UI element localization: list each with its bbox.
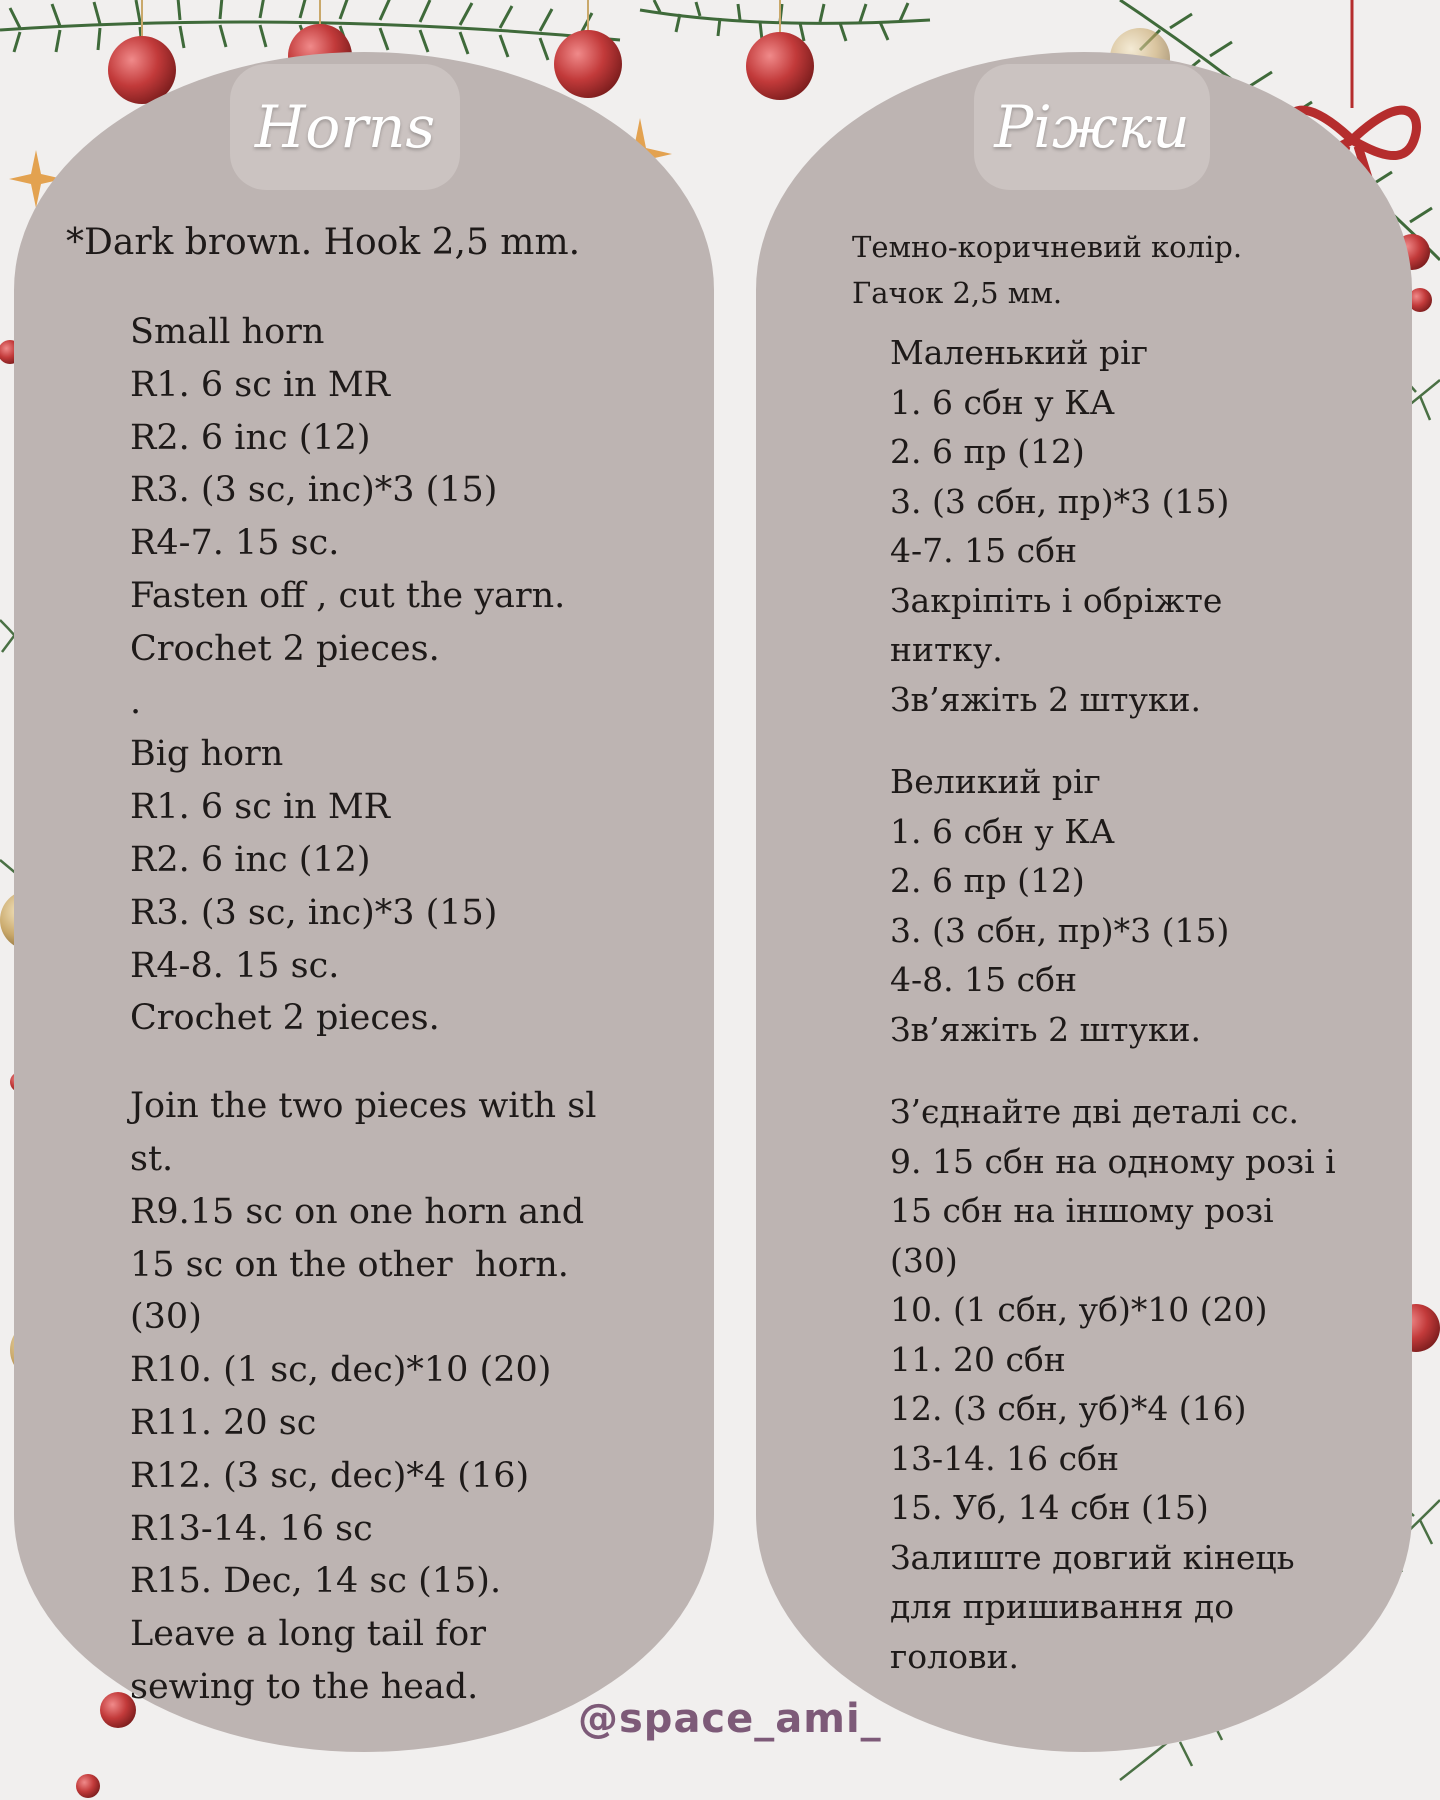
pattern-line: Залиште довгий кінець [890,1537,1295,1577]
watermark: @space_ami_ [578,1696,882,1742]
pattern-line: Закріпіть і обріжте [890,580,1223,620]
left-title: Horns [230,64,460,190]
pattern-line: R15. Dec, 14 sc (15). [130,1561,502,1602]
right-pattern-lines [890,328,1390,1681]
pattern-line: 3. (3 сбн, пр)*3 (15) [890,910,1230,950]
pattern-line: для пришивання до [890,1587,1235,1626]
pattern-line: 4-8. 15 сбн [890,960,1077,999]
left-pattern-lines [130,306,690,1714]
pattern-line: R4-8. 15 sc. [130,945,340,986]
pattern-line: 1. 6 сбн у КА [890,382,1115,422]
pattern-line: Зв’яжіть 2 штуки. [890,679,1202,719]
pattern-line: R13-14. 16 sc [130,1508,373,1549]
pattern-line: 11. 20 сбн [890,1339,1066,1379]
pattern-line: R9.15 sc on one horn and [130,1191,585,1232]
pattern-line: R2. 6 inc (12) [130,417,371,458]
pattern-line: st. [130,1138,174,1179]
pattern-line: Гачок 2,5 мм. [852,276,1063,310]
pattern-line: 2. 6 пр (12) [890,432,1085,471]
pattern-line: 15 сбн на іншому розі [890,1191,1274,1230]
pattern-line: 4-7. 15 сбн [890,531,1077,570]
pattern-line: R3. (3 sc, inc)*3 (15) [130,892,498,933]
pattern-line [890,724,1390,757]
right-intro-text [852,224,1322,316]
pattern-line: R11. 20 sc [130,1402,317,1443]
pattern-line: Великий ріг [890,762,1101,801]
pattern-line: 2. 6 пр (12) [890,861,1085,900]
pattern-line: 3. (3 сбн, пр)*3 (15) [890,481,1230,521]
pattern-line: 15 sc on the other horn. [130,1244,569,1285]
pattern-line: Crochet 2 pieces. [130,628,440,669]
pattern-line: . [130,681,142,722]
pattern-line: Зв’яжіть 2 штуки. [890,1009,1202,1049]
pattern-line: R10. (1 sc, dec)*10 (20) [130,1350,552,1391]
pattern-line: Big horn [130,734,284,775]
pattern-line: R3. (3 sc, inc)*3 (15) [130,470,498,511]
pattern-line: (30) [890,1240,958,1280]
pattern-line: 13-14. 16 сбн [890,1438,1119,1478]
pattern-line: 12. (3 сбн, уб)*4 (16) [890,1389,1247,1428]
pattern-line: R4-7. 15 sc. [130,523,340,564]
pattern-line [130,1045,690,1080]
pattern-line: З’єднайте дві деталі сс. [890,1092,1299,1131]
pattern-line: sewing to the head. [130,1666,479,1707]
pattern-line: R2. 6 inc (12) [130,839,371,880]
pattern-line: 9. 15 сбн на одному розі і [890,1141,1336,1181]
pattern-line: R1. 6 sc in MR [130,364,391,405]
right-title: Ріжки [974,64,1210,190]
pattern-line: 15. Уб, 14 сбн (15) [890,1488,1209,1527]
pattern-line: Join the two pieces with sl [130,1086,597,1127]
pattern-line: 10. (1 сбн, уб)*10 (20) [890,1290,1268,1329]
pattern-line: R12. (3 sc, dec)*4 (16) [130,1455,530,1496]
pattern-line: Fasten off , cut the yarn. [130,575,566,616]
pattern-line: (30) [130,1297,202,1338]
pattern-line: Crochet 2 pieces. [130,998,440,1039]
left-intro-text: *Dark brown. Hook 2,5 mm. [66,222,581,263]
pattern-line: Маленький ріг [890,333,1148,372]
pattern-line: голови. [890,1636,1020,1676]
pattern-line: нитку. [890,630,1003,669]
pattern-line: R1. 6 sc in MR [130,787,391,828]
pattern-line: Small horn [130,312,325,352]
pattern-line: Темно-коричневий колір. [852,230,1243,264]
pattern-line [890,1054,1390,1087]
pattern-line: 1. 6 сбн у КА [890,811,1115,851]
pattern-line: Leave a long tail for [130,1614,486,1655]
